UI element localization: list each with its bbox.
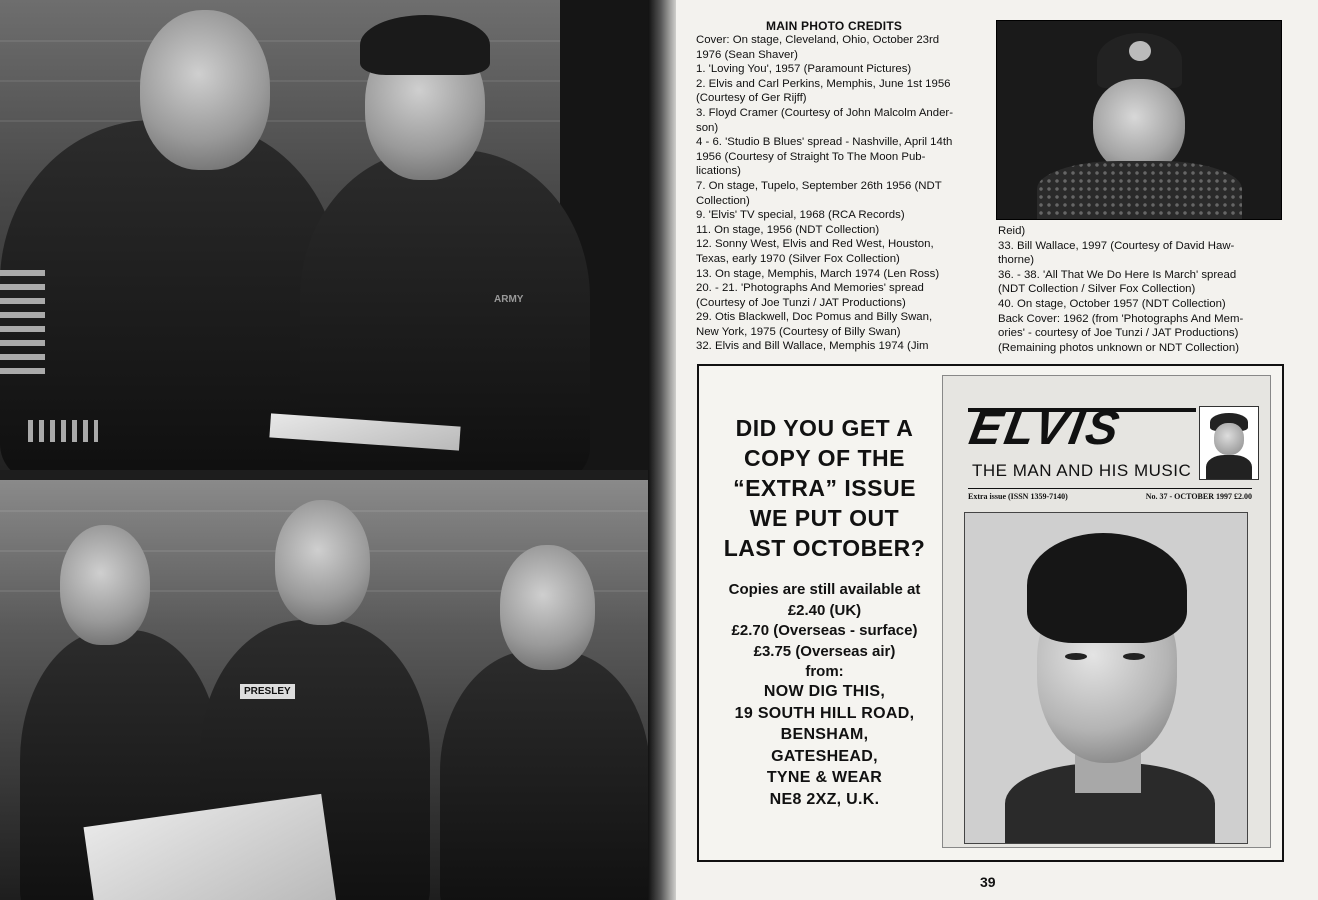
- photo-elvis-in-cap: [996, 20, 1282, 220]
- credit-line: son): [696, 121, 719, 134]
- credit-line: (Courtesy of Ger Rijff): [696, 92, 807, 105]
- credits-column-2: [998, 224, 1280, 355]
- credit-line: lications): [696, 165, 741, 178]
- headline-line: LAST OCTOBER?: [723, 535, 926, 561]
- credit-line: 1976 (Sean Shaver): [696, 48, 798, 61]
- credit-line: New York, 1975 (Courtesy of Billy Swan): [696, 325, 901, 338]
- credit-line: 4 - 6. 'Studio B Blues' spread - Nashville, April 14th: [696, 136, 953, 149]
- advert-address: [707, 681, 942, 810]
- magazine-issue-number: No. 37 - OCTOBER 1997 £2.00: [1145, 492, 1252, 501]
- body-line: £3.75 (Overseas air): [753, 642, 896, 660]
- credit-line: Texas, early 1970 (Silver Fox Collection): [696, 252, 900, 265]
- photo-elvis-with-officers-reading: [0, 480, 650, 900]
- headline-line: WE PUT OUT: [749, 505, 900, 531]
- headline-line: “EXTRA” ISSUE: [733, 475, 916, 501]
- magazine-logo: ELVIS: [965, 402, 1126, 455]
- advert-headline: [707, 413, 942, 563]
- address-line: NE8 2XZ, U.K.: [769, 790, 880, 808]
- magazine-cover-photo: [964, 512, 1248, 844]
- credits-column-1: [696, 33, 978, 354]
- photo-army-sergeant-and-elvis: [0, 0, 650, 470]
- credit-line: 40. On stage, October 1957 (NDT Collection): [998, 297, 1226, 310]
- address-line: TYNE & WEAR: [766, 769, 883, 786]
- address-line: 19 SOUTH HILL ROAD,: [734, 704, 915, 722]
- credit-line: Back Cover: 1962 (from 'Photographs And Mem-: [998, 312, 1244, 325]
- credit-line: 7. On stage, Tupelo, September 26th 1956 (NDT: [696, 179, 942, 192]
- nametag-presley: PRESLEY: [240, 684, 295, 699]
- body-line: £2.70 (Overseas - surface): [731, 622, 918, 639]
- credit-line: 3. Floyd Cramer (Courtesy of John Malcolm Ander-: [696, 106, 954, 119]
- credit-line: (Courtesy of Joe Tunzi / JAT Productions): [696, 296, 906, 309]
- body-line: £2.40 (UK): [787, 601, 862, 619]
- credit-line: 9. 'Elvis' TV special, 1968 (RCA Records): [696, 209, 905, 222]
- credit-line: 2. Elvis and Carl Perkins, Memphis, June 1st 1956: [696, 77, 951, 90]
- advert-prices: [707, 580, 942, 683]
- credit-line: (Remaining photos unknown or NDT Collection): [998, 341, 1240, 354]
- credit-line: 32. Elvis and Bill Wallace, Memphis 1974 (Jim: [696, 340, 929, 353]
- credit-line: 29. Otis Blackwell, Doc Pomus and Billy Swan,: [696, 311, 933, 324]
- magazine-issn: Extra issue (ISSN 1359-7140): [968, 492, 1068, 501]
- credit-line: 1. 'Loving You', 1957 (Paramount Pictures): [696, 63, 912, 76]
- credit-line: 33. Bill Wallace, 1997 (Courtesy of David Haw-: [998, 239, 1235, 252]
- address-line: NOW DIG THIS,: [763, 683, 886, 700]
- credit-line: thorne): [998, 254, 1035, 267]
- body-line: Copies are still available at: [728, 581, 921, 598]
- credit-line: Reid): [998, 225, 1026, 237]
- credit-line: 13. On stage, Memphis, March 1974 (Len Ross): [696, 267, 940, 280]
- address-line: BENSHAM,: [780, 726, 869, 743]
- magazine-thumbnail-photo: [1199, 406, 1259, 480]
- headline-line: DID YOU GET A: [735, 415, 914, 441]
- credit-line: 36. - 38. 'All That We Do Here Is March' spread: [998, 268, 1237, 281]
- credit-line: Collection): [696, 194, 750, 207]
- body-line: from:: [805, 663, 844, 680]
- credit-line: 20. - 21. 'Photographs And Memories' spread: [696, 282, 924, 295]
- page-number: 39: [980, 874, 996, 890]
- credit-line: 1956 (Courtesy of Straight To The Moon Pub-: [696, 150, 926, 163]
- magazine-issue-info: [968, 488, 1252, 502]
- nametag-army: ARMY: [494, 294, 524, 305]
- magazine-subtitle: THE MAN AND HIS MUSIC: [972, 461, 1192, 480]
- address-line: GATESHEAD,: [771, 747, 878, 765]
- headline-line: COPY OF THE: [744, 445, 905, 471]
- credits-title: MAIN PHOTO CREDITS: [766, 19, 903, 33]
- credit-line: 12. Sonny West, Elvis and Red West, Houston,: [696, 238, 934, 251]
- page-gutter: [648, 0, 676, 900]
- credit-line: Cover: On stage, Cleveland, Ohio, October 23rd: [696, 34, 940, 46]
- credit-line: 11. On stage, 1956 (NDT Collection): [696, 223, 880, 236]
- credit-line: (NDT Collection / Silver Fox Collection): [998, 283, 1196, 296]
- credit-line: ories' - courtesy of Joe Tunzi / JAT Productions): [998, 327, 1239, 340]
